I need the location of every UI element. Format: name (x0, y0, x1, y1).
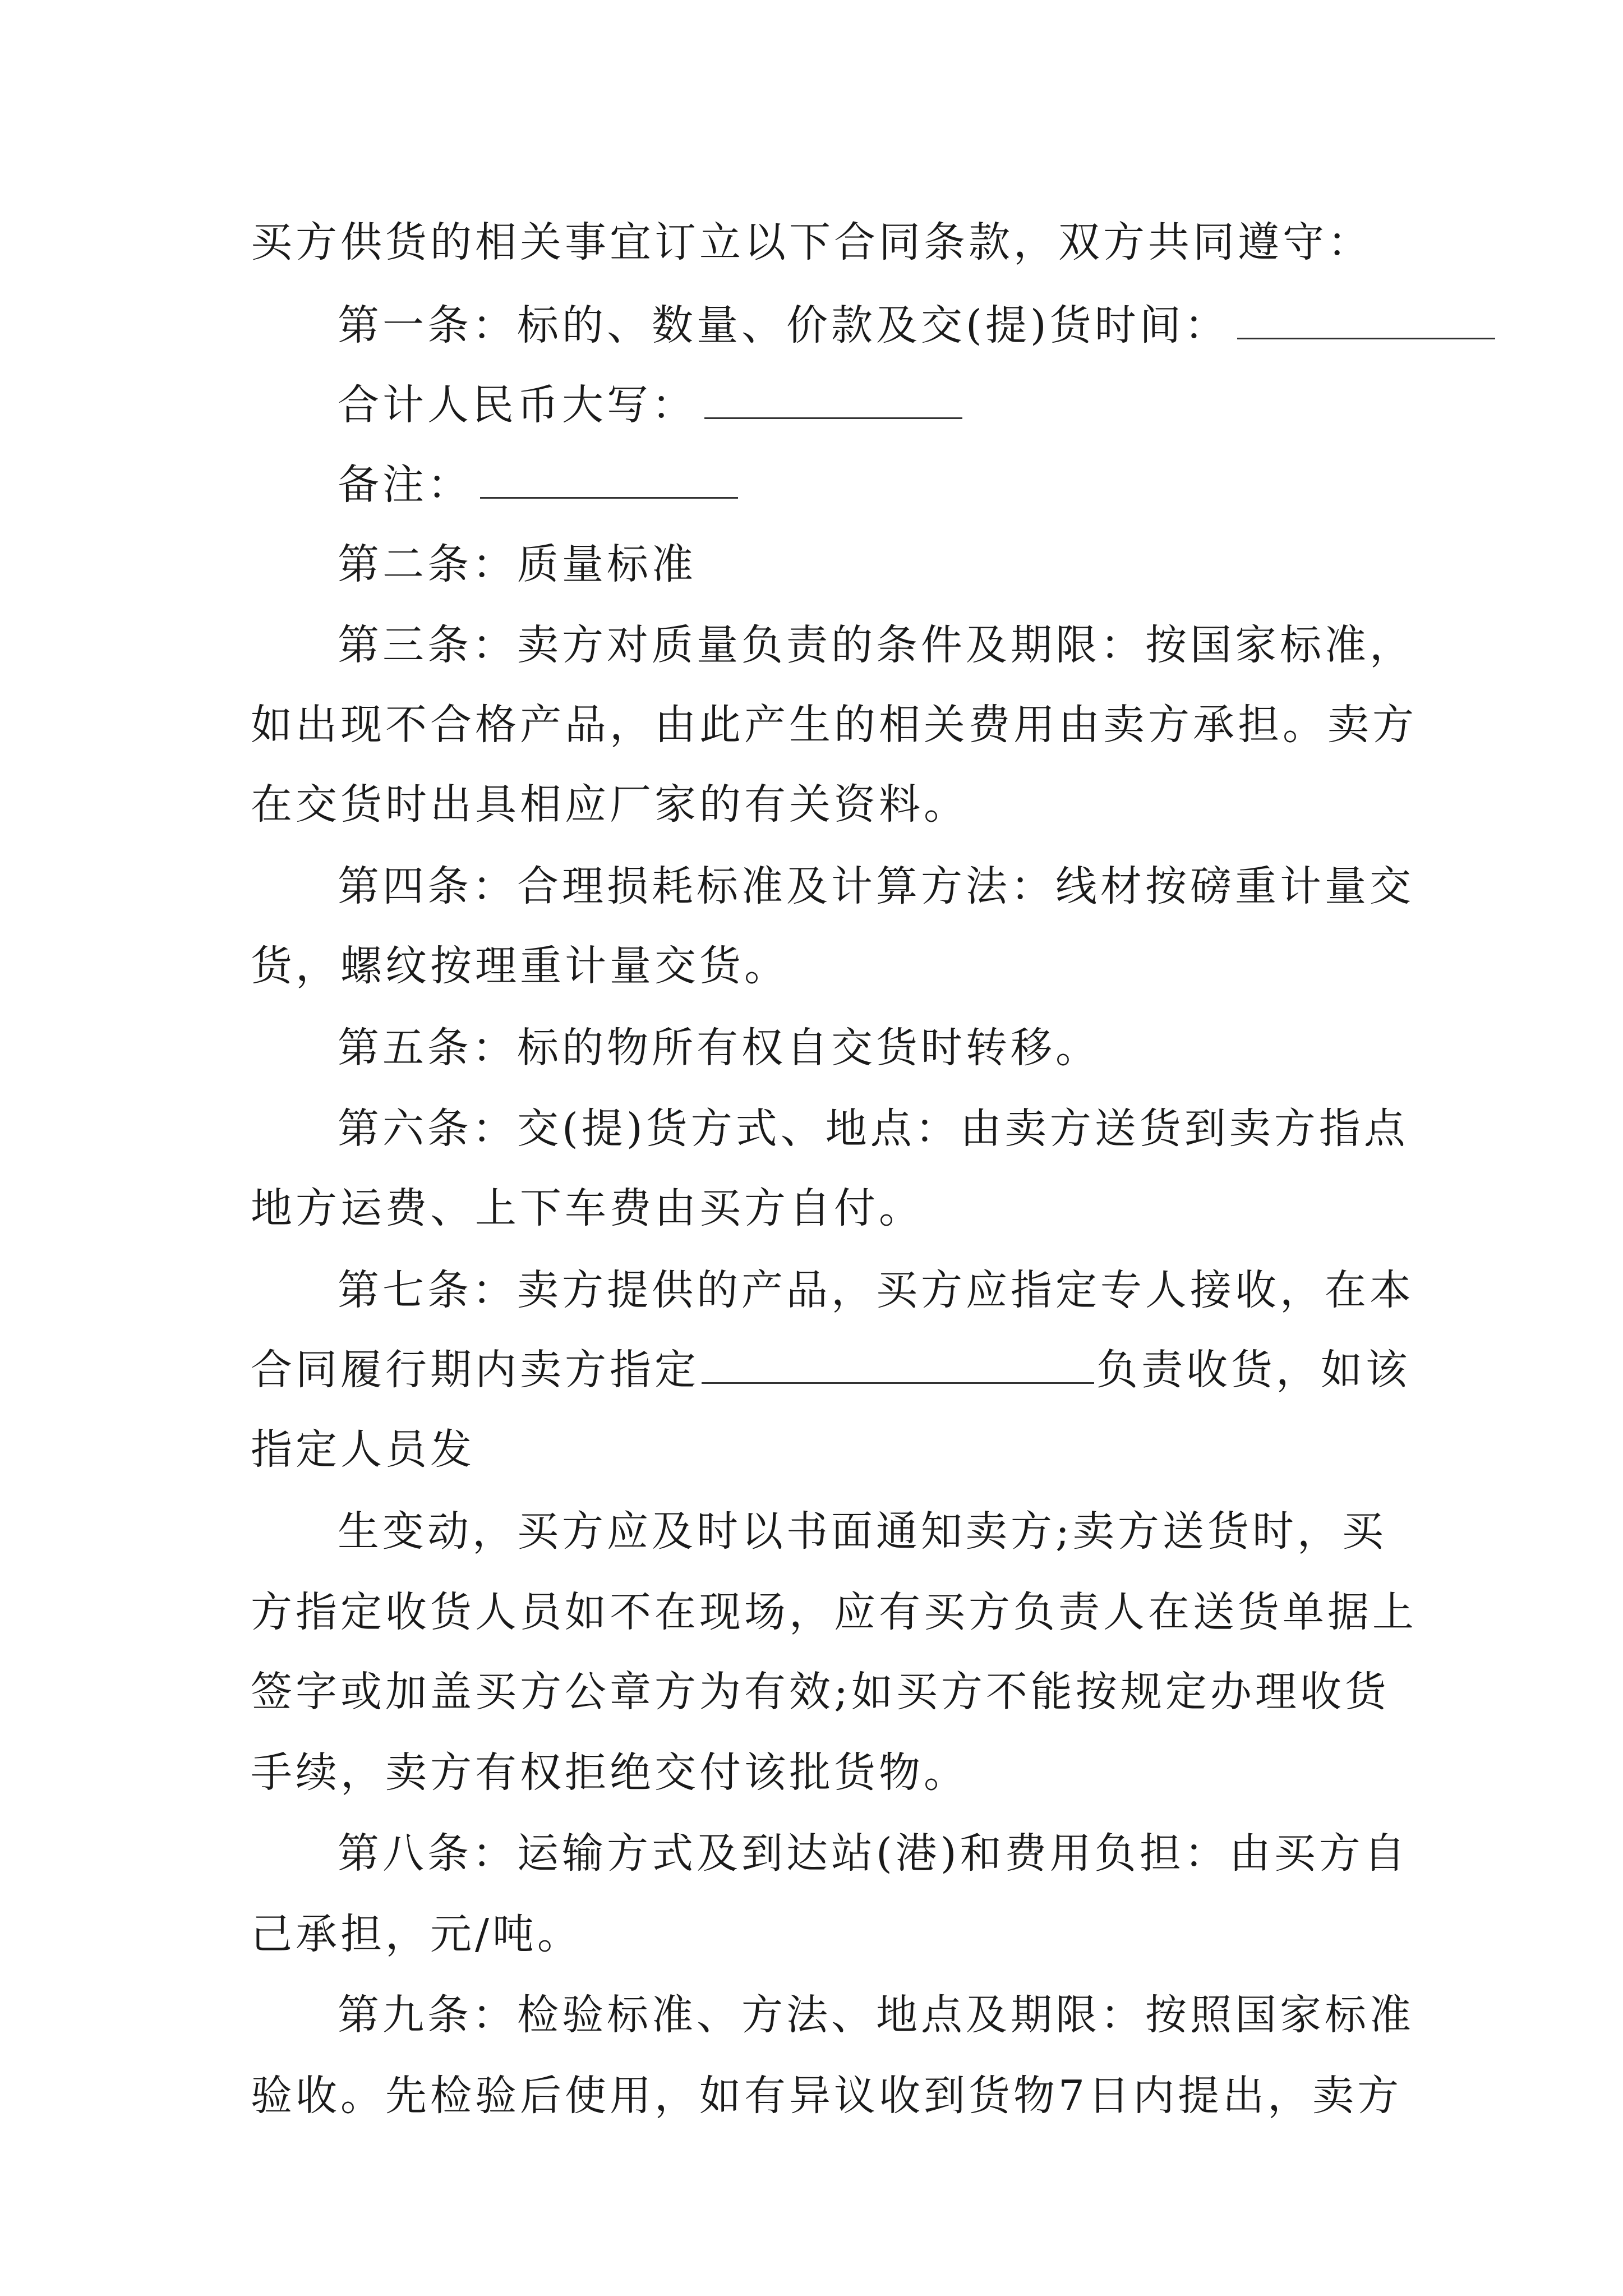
clause-2-line (338, 536, 697, 592)
line-text: 第六条：交(提)货方式、地点：由卖方送货到卖方指点 (338, 1105, 1409, 1153)
line-text: 第九条：检验标准、方法、地点及期限：按照国家标准 (338, 1991, 1414, 2039)
text-line (251, 1421, 475, 1478)
remark-line (338, 457, 738, 513)
clause-6-line (338, 1101, 1409, 1157)
line-text: 第三条：卖方对质量负责的条件及期限：按国家标准， (338, 621, 1414, 669)
clause-1-line (338, 297, 1495, 353)
clause-9-line (338, 1987, 1414, 2043)
line-text: 负责收货，如该 (1096, 1346, 1410, 1394)
text-line (251, 1584, 1417, 1640)
clause-7-line (338, 1262, 1414, 1318)
line-text: 货，螺纹按理重计量交货。 (251, 942, 789, 990)
fill-blank (1237, 298, 1495, 339)
text-line (251, 1745, 969, 1801)
line-text: 如出现不合格产品，由此产生的相关费用由卖方承担。卖方 (251, 701, 1417, 749)
line-text: 第五条：标的物所有权自交货时转移。 (338, 1024, 1100, 1072)
clause-5-line (338, 1020, 1100, 1076)
clause-3-line (338, 617, 1414, 673)
line-text: 合计人民币大写： (338, 381, 697, 429)
line-text: 第四条：合理损耗标准及计算方法：线材按磅重计量交 (338, 862, 1414, 910)
fill-blank (480, 458, 738, 499)
line-text: 生变动，买方应及时以书面通知卖方;卖方送货时，买 (338, 1507, 1387, 1556)
text-line (251, 2068, 1402, 2124)
fill-blank (702, 1343, 1094, 1384)
line-text: 在交货时出具相应厂家的有关资料。 (251, 780, 969, 829)
text-line (338, 1503, 1387, 1559)
line-text: 合同履行期内卖方指定 (251, 1346, 699, 1394)
line-text: 买方供货的相关事宜订立以下合同条款，双方共同遵守： (251, 218, 1372, 266)
text-line (251, 1664, 1390, 1720)
clause-8-line (338, 1825, 1409, 1881)
clause-4-line (338, 858, 1414, 914)
line-text: 手续，卖方有权拒绝交付该批货物。 (251, 1749, 969, 1797)
total-amount-line (338, 377, 962, 433)
text-line (251, 1180, 924, 1236)
line-text: 方指定收货人员如不在现场，应有买方负责人在送货单据上 (251, 1588, 1417, 1636)
text-line (251, 776, 969, 832)
line-text: 第七条：卖方提供的产品，买方应指定专人接收，在本 (338, 1266, 1414, 1314)
text-line (251, 697, 1417, 753)
line-text: 指定人员发 (251, 1425, 475, 1474)
text-line (251, 214, 1372, 270)
line-text: 第二条：质量标准 (338, 540, 697, 588)
line-text: 第一条：标的、数量、价款及交(提)货时间： (338, 301, 1229, 349)
line-text: 备注： (338, 461, 472, 509)
line-text: 第八条：运输方式及到达站(港)和费用负担：由买方自 (338, 1829, 1409, 1878)
line-text: 验收。先检验后使用，如有异议收到货物7日内提出，卖方 (251, 2072, 1403, 2120)
line-text: 地方运费、上下车费由买方自付。 (251, 1184, 924, 1232)
fill-blank (704, 378, 962, 419)
text-line (251, 938, 789, 994)
text-line (251, 1342, 1410, 1398)
line-text: 签字或加盖买方公章方为有效;如买方不能按规定办理收货 (251, 1668, 1390, 1716)
text-line (251, 1906, 582, 1962)
line-text: 己承担，元/吨。 (251, 1910, 582, 1958)
